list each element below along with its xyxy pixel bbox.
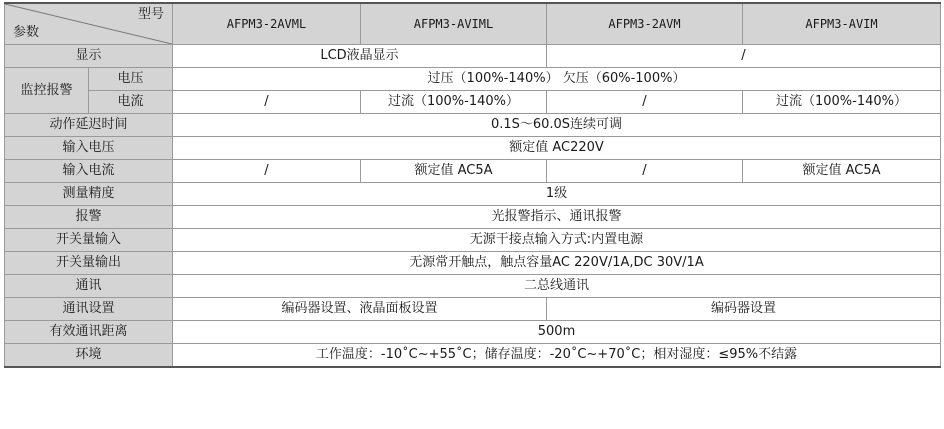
value-environment: 工作温度：-10˚C~+55˚C；储存温度：-20˚C~+70˚C；相对湿度：≤95%不结露 [173,344,941,368]
corner-model-label: 型号 [137,7,164,22]
row-environment [5,344,941,368]
row-comm-distance [5,321,941,344]
value-accuracy: 1级 [173,183,941,206]
label-alarm: 报警 [5,206,173,229]
row-switch-input [5,229,941,252]
value-current-3: / [547,91,743,114]
row-comm-setting [5,298,941,321]
value-input-current-2: 额定值 AC5A [361,160,547,183]
value-comm-distance: 500m [173,321,941,344]
row-current-monitor [5,91,941,114]
model-header-3: AFPM3-2AVM [547,3,743,45]
row-switch-output [5,252,941,275]
value-delay: 0.1S～60.0S连续可调 [173,114,941,137]
row-delay [5,114,941,137]
label-current: 电流 [89,91,173,114]
value-comm-setting-2: 编码器设置 [547,298,941,321]
row-voltage-monitor [5,68,941,91]
value-current-2: 过流（100%-140%） [361,91,547,114]
label-voltage: 电压 [89,68,173,91]
model-header-1: AFPM3-2AVML [173,3,361,45]
label-comm-setting: 通讯设置 [5,298,173,321]
label-comm-distance: 有效通讯距离 [5,321,173,344]
corner-header-cell [5,3,173,45]
value-alarm: 光报警指示、通讯报警 [173,206,941,229]
label-switch-input: 开关量输入 [5,229,173,252]
value-switch-output: 无源常开触点，触点容量AC 220V/1A,DC 30V/1A [173,252,941,275]
value-display-none: / [547,45,941,68]
row-accuracy [5,183,941,206]
value-voltage-protection: 过压（100%-140%） 欠压（60%-100%） [173,68,941,91]
header-row [5,3,941,45]
row-comm [5,275,941,298]
value-input-current-4: 额定值 AC5A [743,160,941,183]
row-input-voltage [5,137,941,160]
value-comm-setting-1: 编码器设置、液晶面板设置 [173,298,547,321]
label-monitor-alarm: 监控报警 [5,68,89,114]
value-comm: 二总线通讯 [173,275,941,298]
spec-table [4,2,941,368]
row-display [5,45,941,68]
label-accuracy: 测量精度 [5,183,173,206]
row-input-current [5,160,941,183]
value-display-lcd: LCD液晶显示 [173,45,547,68]
corner-param-label: 参数 [13,25,40,40]
label-environment: 环境 [5,344,173,368]
value-current-1: / [173,91,361,114]
label-switch-output: 开关量输出 [5,252,173,275]
value-input-current-3: / [547,160,743,183]
value-current-4: 过流（100%-140%） [743,91,941,114]
row-alarm [5,206,941,229]
value-input-current-1: / [173,160,361,183]
value-input-voltage: 额定值 AC220V [173,137,941,160]
label-input-current: 输入电流 [5,160,173,183]
label-display: 显示 [5,45,173,68]
label-delay: 动作延迟时间 [5,114,173,137]
label-input-voltage: 输入电压 [5,137,173,160]
model-header-2: AFPM3-AVIML [361,3,547,45]
model-header-4: AFPM3-AVIM [743,3,941,45]
label-comm: 通讯 [5,275,173,298]
value-switch-input: 无源干接点输入方式:内置电源 [173,229,941,252]
